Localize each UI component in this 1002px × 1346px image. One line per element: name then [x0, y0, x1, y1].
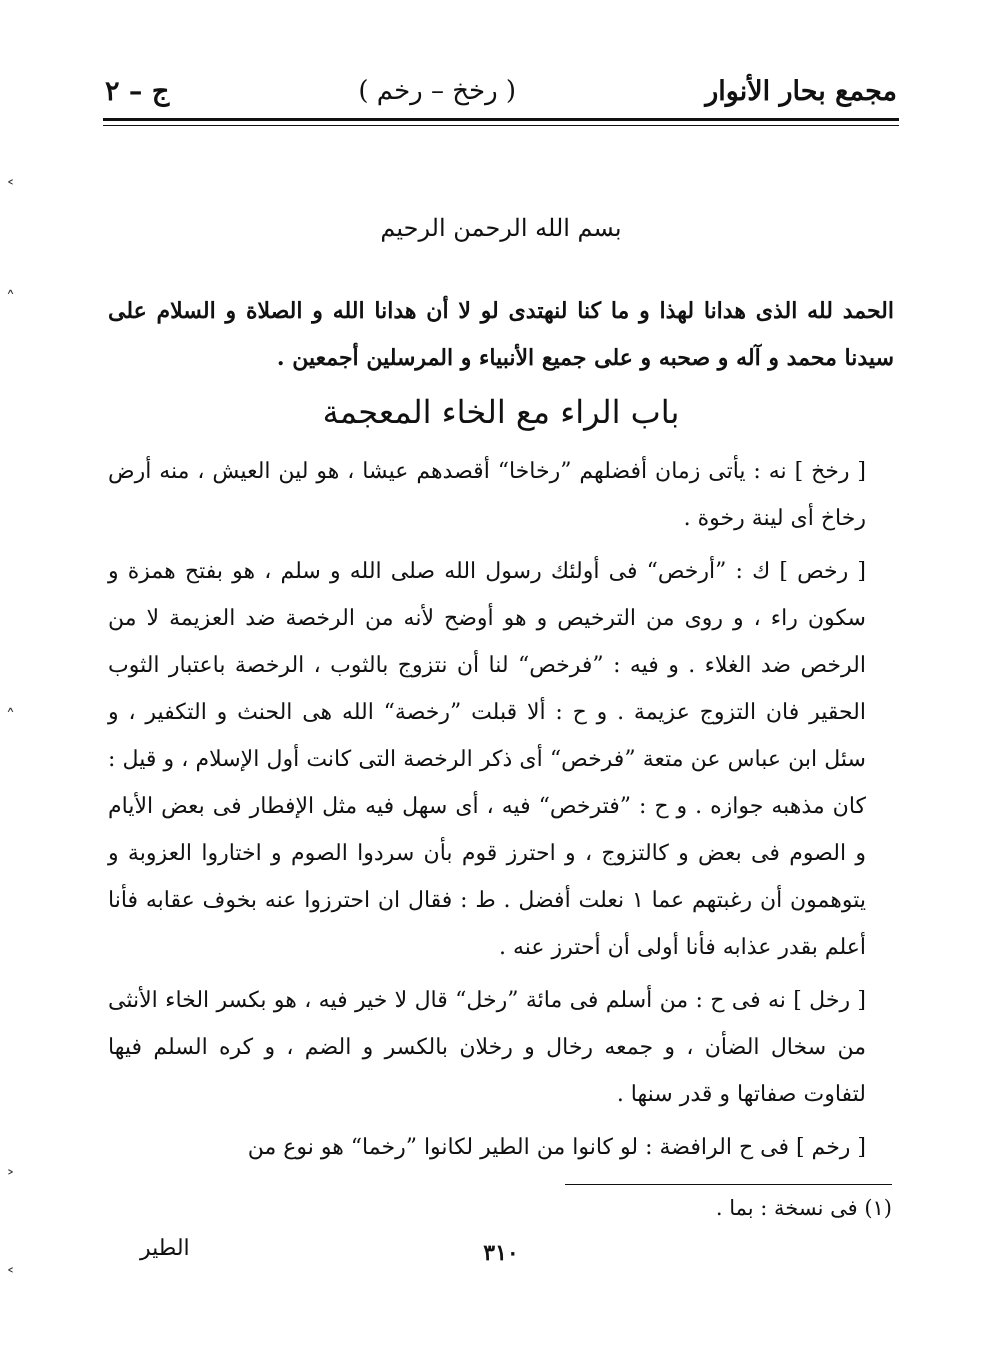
- margin-tick-mark: ˂: [6, 178, 15, 199]
- opening-paragraph: الحمد لله الذى هدانا لهذا و ما كنا لنهتدى لو لا أن هدانا الله و الصلاة و السلام على سيدنا محمد و آله و صحبه و على جميع الأنبياء و المرسلين أجمعين .: [108, 298, 894, 371]
- header-rule-thin: [103, 125, 899, 126]
- catchword: الطير: [140, 1236, 190, 1261]
- header-rule-thick: [103, 118, 899, 121]
- margin-tick-mark: ˂: [6, 1266, 15, 1287]
- running-header: [105, 66, 897, 116]
- entry-rakhal: [ رخل ] نه فى ح : من أسلم فى مائة ”رخل“ قال لا خير فيه ، هو بكسر الخاء الأنثى من سخال الضأن ، و جمعه رخال و رخلان بالكسر و الضم ، و كره السلم فيها لتفاوت صفاتها و قدر سنها .: [108, 988, 866, 1107]
- footnote-rule: [565, 1184, 892, 1185]
- volume-label: ج – ٢: [105, 75, 170, 107]
- basmala: بسم الله الرحمن الرحيم: [380, 214, 622, 242]
- footnote: (١) فى نسخة : بما .: [715, 1196, 892, 1220]
- chapter-heading: باب الراء مع الخاء المعجمة: [322, 393, 680, 431]
- margin-tick-mark: ˄: [6, 706, 15, 727]
- main-text: [108, 288, 894, 1171]
- entry-rakhakh: [ رخخ ] نه : يأتى زمان أفضلهم ”رخاخا“ أقصدهم عيشا ، هو لين العيش ، منه أرض رخاخ أى لينة رخوة .: [108, 459, 866, 531]
- margin-tick-mark: ˄: [6, 288, 15, 309]
- page-number: ٣١٠: [483, 1240, 519, 1266]
- book-title: مجمع بحار الأنوار: [705, 75, 897, 107]
- entry-rakham: [ رخم ] فى ح الرافضة : لو كانوا من الطير لكانوا ”رخما“ هو نوع من: [247, 1135, 866, 1160]
- section-title: ( رخخ – رخم ): [358, 76, 517, 106]
- margin-tick-mark: ˃: [6, 1168, 15, 1189]
- entry-rakhas: [ رخص ] ك : ”أرخص“ فى أولئك رسول الله صلى الله و سلم ، هو بفتح همزة و سكون راء ، و روى من الترخيص و هو أوضح لأنه من الرخصة ضد العزيمة لا من الرخص ضد الغلاء . و فيه : ”فرخص“ لنا أن نتزوج بالثوب ، الرخصة باعتبار الثوب الحقير فان التزوج عزيمة . و ح : ألا قبلت ”رخصة“ الله هى الحنث و التكفير ، و سئل ابن عباس عن متعة ”فرخص“ أى ذكر الرخصة التى كانت أول الإسلام ، و قيل : كان مذهبه جوازه . و ح : ”فترخص“ فيه ، أى سهل فيه مثل الإفطار فى بعض الأيام و الصوم فى بعض و كالتزوج ، و احترز قوم بأن سردوا الصوم و اختاروا العزوبة و يتوهمون أن رغبتهم عما ١ نعلت أفضل . ط : فقال ان احترزوا عنه بخوف عقابه فأنا أعلم بقدر عذابه فأنا أولى أن أحترز عنه .: [108, 559, 866, 960]
